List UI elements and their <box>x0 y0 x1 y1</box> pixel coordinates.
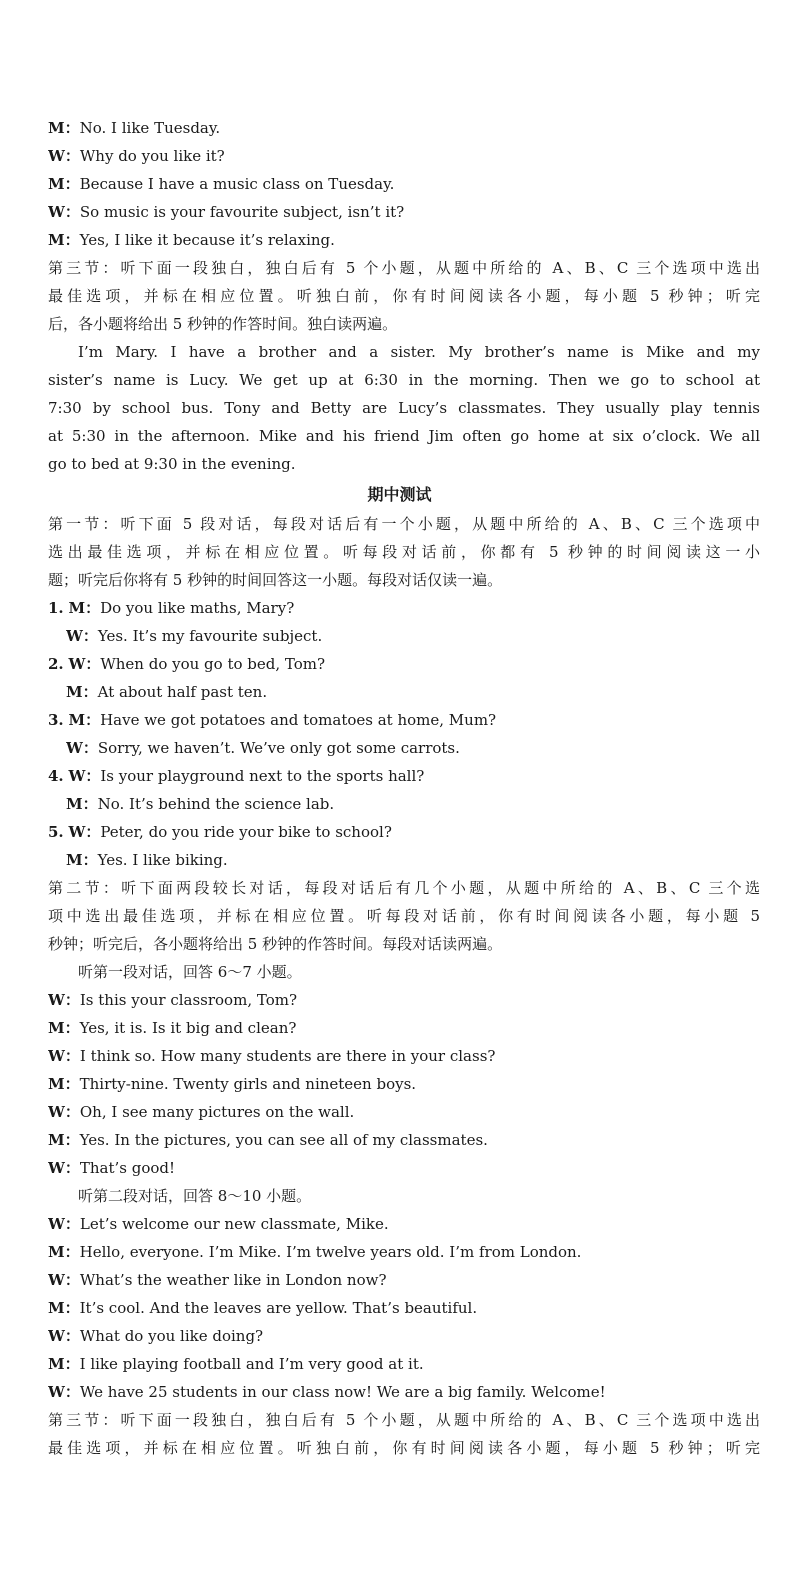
instruction-line: 秒钟；听完后，各小题将给出 5 秒钟的作答时间。每段对话读两遍。 <box>48 935 503 953</box>
question-number: 5. <box>48 823 64 841</box>
speaker-label: W <box>66 627 83 645</box>
question-number: 4. <box>48 767 64 785</box>
question-line: 1. M：Do you like maths, Mary? <box>48 599 295 617</box>
speaker-label: W <box>48 203 65 221</box>
instruction-line: 第一节：听下面 5 段对话，每段对话后有一个小题，从题中所给的 A、B、C 三个选项中 <box>48 515 760 533</box>
speaker-label: W <box>68 767 86 785</box>
dialogue-line: W：Let’s welcome our new classmate, Mike. <box>48 1215 389 1233</box>
instruction-line: 最佳选项，并标在相应位置。听独白前，你有时间阅读各小题，每小题 5 秒钟；听完 <box>48 287 760 305</box>
instruction-line: 项中选出最佳选项，并标在相应位置。听每段对话前，你有时间阅读各小题，每小题 5 <box>48 907 760 925</box>
speaker-label: M <box>48 1131 65 1149</box>
instruction-line: 第二节：听下面两段较长对话，每段对话后有几个小题，从题中所给的 A、B、C 三个选 <box>48 879 760 897</box>
speaker-label: M <box>48 231 65 249</box>
instruction-line: 题；听完后你将有 5 秒钟的时间回答这一小题。每段对话仅读一遍。 <box>48 571 503 589</box>
dialogue-line: M：It’s cool. And the leaves are yellow. That’s beautiful. <box>48 1299 478 1317</box>
dialogue-text: No. It’s behind the science lab. <box>97 795 335 813</box>
section-title: 期中测试 <box>367 485 432 504</box>
dialogue-line: W：What’s the weather like in London now? <box>48 1271 387 1289</box>
speaker-label: W <box>48 1215 65 1233</box>
dialogue-line: M：No. I like Tuesday. <box>48 119 221 137</box>
speaker-label: W <box>48 1327 65 1345</box>
dialogue-text: What do you like doing? <box>79 1327 264 1345</box>
dialogue-text: I like playing football and I’m very good at it. <box>79 1355 424 1373</box>
dialogue-text: What’s the weather like in London now? <box>79 1271 387 1289</box>
instruction-line: 后，各小题将给出 5 秒钟的作答时间。独白读两遍。 <box>48 315 398 333</box>
dialogue-line: W：We have 25 students in our class now! We are a big family. Welcome! <box>48 1383 606 1401</box>
speaker-label: M <box>48 119 65 137</box>
dialogue-line: M：Yes, I like it because it’s relaxing. <box>48 231 335 249</box>
dialogue-line: M：I like playing football and I’m very good at it. <box>48 1355 424 1373</box>
question-number: 3. <box>48 711 64 729</box>
speaker-label: W <box>68 823 86 841</box>
speaker-label: W <box>48 1159 65 1177</box>
dialogue-line: M：Yes. In the pictures, you can see all of my classmates. <box>48 1131 488 1149</box>
dialogue-text: When do you go to bed, Tom? <box>100 655 326 673</box>
dialogue-line: M：Hello, everyone. I’m Mike. I’m twelve years old. I’m from London. <box>48 1243 582 1261</box>
dialogue-text: We have 25 students in our class now! We are a big family. Welcome! <box>79 1383 606 1401</box>
dialogue-text: Why do you like it? <box>79 147 225 165</box>
dialogue-text: Let’s welcome our new classmate, Mike. <box>79 1215 389 1233</box>
speaker-label: W <box>66 739 83 757</box>
answer-line: M：Yes. I like biking. <box>66 851 228 869</box>
speaker-label: W <box>48 1383 65 1401</box>
dialogue-text: Peter, do you ride your bike to school? <box>100 823 392 841</box>
monologue-line: at 5:30 in the afternoon. Mike and his friend Jim often go home at six o’clock. We all <box>48 427 760 445</box>
answer-line: W：Sorry, we haven’t. We’ve only got some carrots. <box>66 739 460 757</box>
speaker-label: M <box>48 1355 65 1373</box>
dialogue-line: W：So music is your favourite subject, isn’t it? <box>48 203 405 221</box>
monologue-line: go to bed at 9:30 in the evening. <box>48 455 296 473</box>
dialogue-text: Hello, everyone. I’m Mike. I’m twelve years old. I’m from London. <box>79 1243 582 1261</box>
dialogue-text: No. I like Tuesday. <box>79 119 221 137</box>
dialogue-line: W：What do you like doing? <box>48 1327 264 1345</box>
instruction-line: 选出最佳选项，并标在相应位置。听每段对话前，你都有 5 秒钟的时间阅读这一小 <box>48 543 760 561</box>
instruction-line: 第三节：听下面一段独白，独白后有 5 个小题，从题中所给的 A、B、C 三个选项中选出 <box>48 1411 760 1429</box>
dialogue-text: Yes. It’s my favourite subject. <box>97 627 323 645</box>
speaker-label: W <box>68 655 86 673</box>
instruction-line: 第三节：听下面一段独白，独白后有 5 个小题，从题中所给的 A、B、C 三个选项中选出 <box>48 259 760 277</box>
dialogue-label: 听第二段对话，回答 8～10 小题。 <box>78 1187 312 1205</box>
dialogue-line: W：That’s good! <box>48 1159 176 1177</box>
answer-line: M：At about half past ten. <box>66 683 268 701</box>
dialogue-text: Is your playground next to the sports hall? <box>100 767 425 785</box>
dialogue-text: Have we got potatoes and tomatoes at home, Mum? <box>100 711 497 729</box>
dialogue-line: W：Oh, I see many pictures on the wall. <box>48 1103 355 1121</box>
speaker-label: M <box>48 175 65 193</box>
dialogue-text: I think so. How many students are there in your class? <box>79 1047 496 1065</box>
dialogue-text: Do you like maths, Mary? <box>100 599 295 617</box>
speaker-label: M <box>48 1243 65 1261</box>
speaker-label: W <box>48 1103 65 1121</box>
dialogue-line: M：Yes, it is. Is it big and clean? <box>48 1019 297 1037</box>
dialogue-text: Yes, I like it because it’s relaxing. <box>79 231 335 249</box>
speaker-label: W <box>48 1271 65 1289</box>
speaker-label: M <box>48 1019 65 1037</box>
speaker-label: M <box>68 711 86 729</box>
dialogue-text: Yes. In the pictures, you can see all of my classmates. <box>79 1131 488 1149</box>
dialogue-text: So music is your favourite subject, isn’t it? <box>79 203 405 221</box>
question-number: 1. <box>48 599 64 617</box>
monologue-line: sister’s name is Lucy. We get up at 6:30 in the morning. Then we go to school at <box>48 371 760 389</box>
dialogue-text: Sorry, we haven’t. We’ve only got some carrots. <box>97 739 460 757</box>
speaker-label: M <box>66 795 83 813</box>
speaker-label: W <box>48 147 65 165</box>
question-line: 5. W：Peter, do you ride your bike to school? <box>48 823 392 841</box>
speaker-label: W <box>48 1047 65 1065</box>
dialogue-line: M：Because I have a music class on Tuesday. <box>48 175 395 193</box>
question-line: 4. W：Is your playground next to the sports hall? <box>48 767 425 785</box>
dialogue-text: Yes. I like biking. <box>97 851 228 869</box>
question-number: 2. <box>48 655 64 673</box>
dialogue-text: Thirty-nine. Twenty girls and nineteen boys. <box>79 1075 417 1093</box>
speaker-label: M <box>48 1075 65 1093</box>
dialogue-text: At about half past ten. <box>97 683 268 701</box>
dialogue-text: That’s good! <box>79 1159 176 1177</box>
speaker-label: M <box>48 1299 65 1317</box>
dialogue-line: W：Why do you like it? <box>48 147 225 165</box>
question-line: 2. W：When do you go to bed, Tom? <box>48 655 326 673</box>
instruction-line: 最佳选项，并标在相应位置。听独白前，你有时间阅读各小题，每小题 5 秒钟；听完 <box>48 1439 760 1457</box>
dialogue-text: Because I have a music class on Tuesday. <box>79 175 395 193</box>
dialogue-text: Yes, it is. Is it big and clean? <box>79 1019 297 1037</box>
speaker-label: W <box>48 991 65 1009</box>
speaker-label: M <box>68 599 86 617</box>
dialogue-line: M：Thirty-nine. Twenty girls and nineteen boys. <box>48 1075 417 1093</box>
dialogue-text: It’s cool. And the leaves are yellow. That’s beautiful. <box>79 1299 478 1317</box>
question-line: 3. M：Have we got potatoes and tomatoes at home, Mum? <box>48 711 497 729</box>
answer-line: W：Yes. It’s my favourite subject. <box>66 627 323 645</box>
dialogue-line: W：I think so. How many students are there in your class? <box>48 1047 496 1065</box>
monologue-line: 7:30 by school bus. Tony and Betty are Lucy’s classmates. They usually play tennis <box>48 399 760 417</box>
dialogue-text: Is this your classroom, Tom? <box>79 991 297 1009</box>
dialogue-label: 听第一段对话，回答 6～7 小题。 <box>78 963 302 981</box>
dialogue-text: Oh, I see many pictures on the wall. <box>79 1103 355 1121</box>
dialogue-line: W：Is this your classroom, Tom? <box>48 991 297 1009</box>
speaker-label: M <box>66 851 83 869</box>
speaker-label: M <box>66 683 83 701</box>
monologue-line: I’m Mary. I have a brother and a sister. My brother’s name is Mike and my <box>78 343 760 361</box>
answer-line: M：No. It’s behind the science lab. <box>66 795 335 813</box>
